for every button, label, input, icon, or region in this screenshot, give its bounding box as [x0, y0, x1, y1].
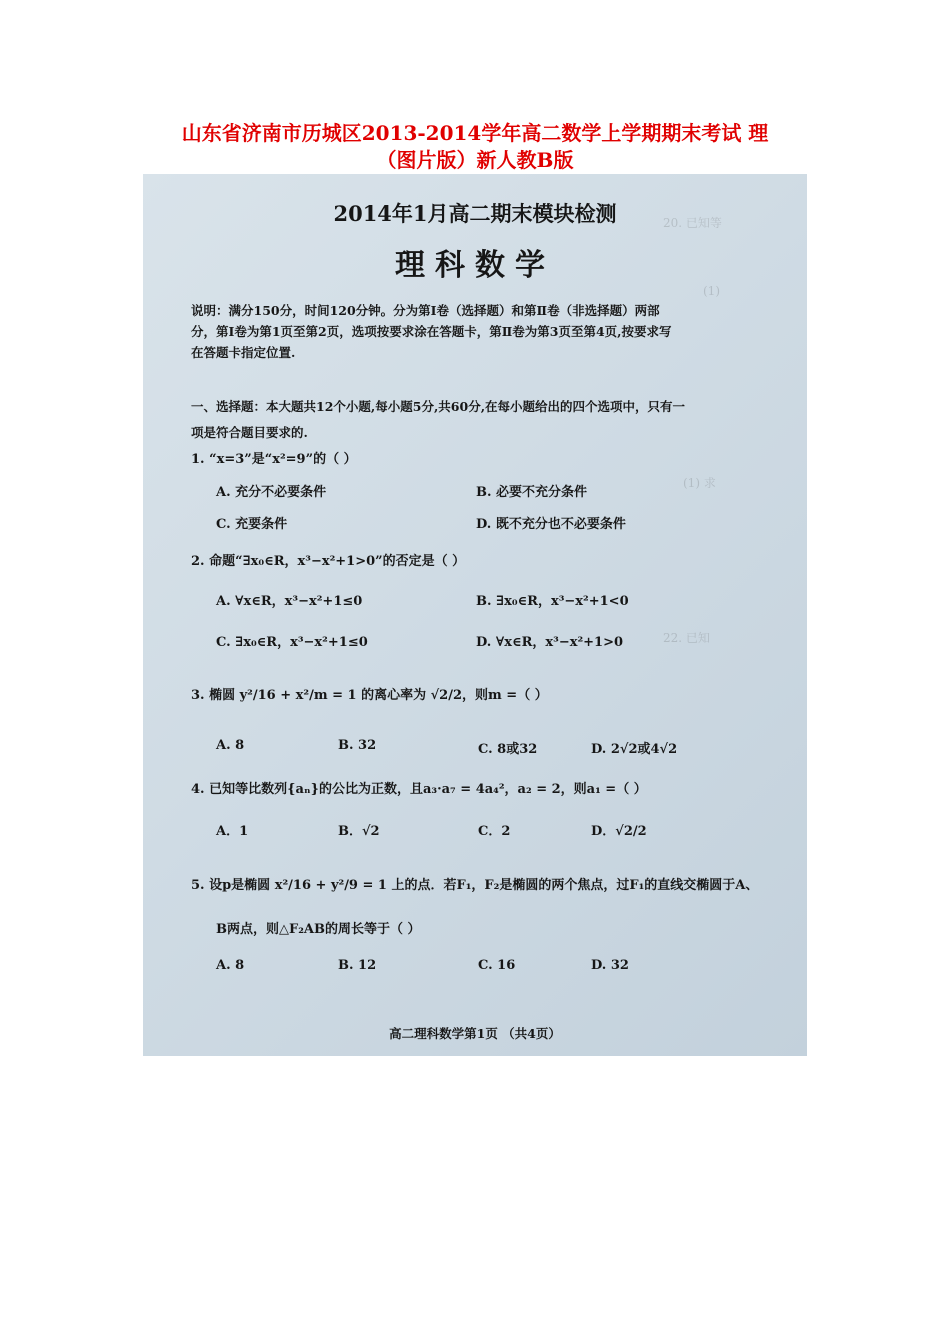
- question-2-stem: 2. 命题“∃x₀∈R，x³−x²+1>0”的否定是（ ）: [191, 554, 466, 569]
- question-5-option-a: A. 8: [216, 958, 245, 973]
- instruction-line: 分，第Ⅰ卷为第1页至第2页，选项按要求涂在答题卡，第Ⅱ卷为第3页至第4页,按要求写: [191, 324, 672, 339]
- exam-header: 2014年1月高二期末模块检测: [333, 201, 617, 226]
- question-3-option-c: C. 8或32: [478, 742, 538, 757]
- document-title-line-2: （图片版）新人教B版: [376, 148, 574, 172]
- question-2-option-a: A. ∀x∈R，x³−x²+1≤0: [216, 594, 363, 609]
- instruction-line: 说明：满分150分，时间120分钟。分为第Ⅰ卷（选择题）和第Ⅱ卷（非选择题）两部: [191, 303, 660, 318]
- question-1-option-a: A. 充分不必要条件: [216, 485, 327, 500]
- bleed-through-text: 22. 已知: [663, 631, 710, 645]
- question-1-option-d: D. 既不充分也不必要条件: [476, 517, 626, 532]
- exam-photo: [143, 174, 807, 1056]
- bleed-through-text: (1) 求: [683, 476, 716, 490]
- section-heading-line: 一、选择题：本大题共12个小题,每小题5分,共60分,在每小题给出的四个选项中，只有一: [191, 399, 686, 414]
- section-heading: [191, 394, 685, 446]
- question-4-stem: 4. 已知等比数列{aₙ}的公比为正数，且a₃·a₇ = 4a₄²，a₂ = 2，则a₁ =（ ）: [191, 782, 647, 797]
- question-3-option-a: A. 8: [216, 738, 245, 753]
- question-5-option-c: C. 16: [478, 958, 516, 973]
- question-1-stem: 1. “x=3”是“x²=9”的（ ）: [191, 452, 357, 467]
- question-3-option-d: D. 2√2或4√2: [591, 742, 678, 757]
- exam-instructions: [191, 300, 766, 363]
- exam-subject: 理科数学: [395, 248, 555, 283]
- question-5-stem-continued: B两点，则△F₂AB的周长等于（ ）: [216, 922, 421, 937]
- instruction-line: 在答题卡指定位置.: [191, 345, 296, 360]
- question-5-stem: 5. 设p是椭圆 x²/16 + y²/9 = 1 上的点．若F₁，F₂是椭圆的两个焦点，过F₁的直线交椭圆于A、: [191, 878, 759, 893]
- document-title: [0, 120, 950, 174]
- question-4-option-b: B．√2: [338, 824, 380, 839]
- section-heading-line: 项是符合题目要求的.: [191, 425, 308, 440]
- question-2-option-b: B. ∃x₀∈R，x³−x²+1<0: [476, 594, 629, 609]
- question-4-option-c: C．2: [478, 824, 511, 839]
- question-1-option-b: B. 必要不充分条件: [476, 485, 588, 500]
- question-3-option-b: B. 32: [338, 738, 377, 753]
- page-footer: 高二理科数学第1页 （共4页）: [389, 1026, 561, 1041]
- question-1-option-c: C. 充要条件: [216, 517, 288, 532]
- question-4-option-a: A．1: [216, 824, 249, 839]
- bleed-through-text: (1): [703, 284, 720, 298]
- question-2-option-d: D. ∀x∈R，x³−x²+1>0: [476, 635, 624, 650]
- document-title-line-1: 山东省济南市历城区2013-2014学年高二数学上学期期末考试 理: [181, 121, 769, 145]
- question-3-stem: 3. 椭圆 y²/16 + x²/m = 1 的离心率为 √2/2，则m =（ ）: [191, 688, 548, 703]
- question-5-option-d: D. 32: [591, 958, 629, 973]
- bleed-through-text: 20. 已知等: [663, 216, 722, 230]
- question-4-option-d: D．√2/2: [591, 824, 647, 839]
- question-5-option-b: B. 12: [338, 958, 377, 973]
- question-2-option-c: C. ∃x₀∈R，x³−x²+1≤0: [216, 635, 368, 650]
